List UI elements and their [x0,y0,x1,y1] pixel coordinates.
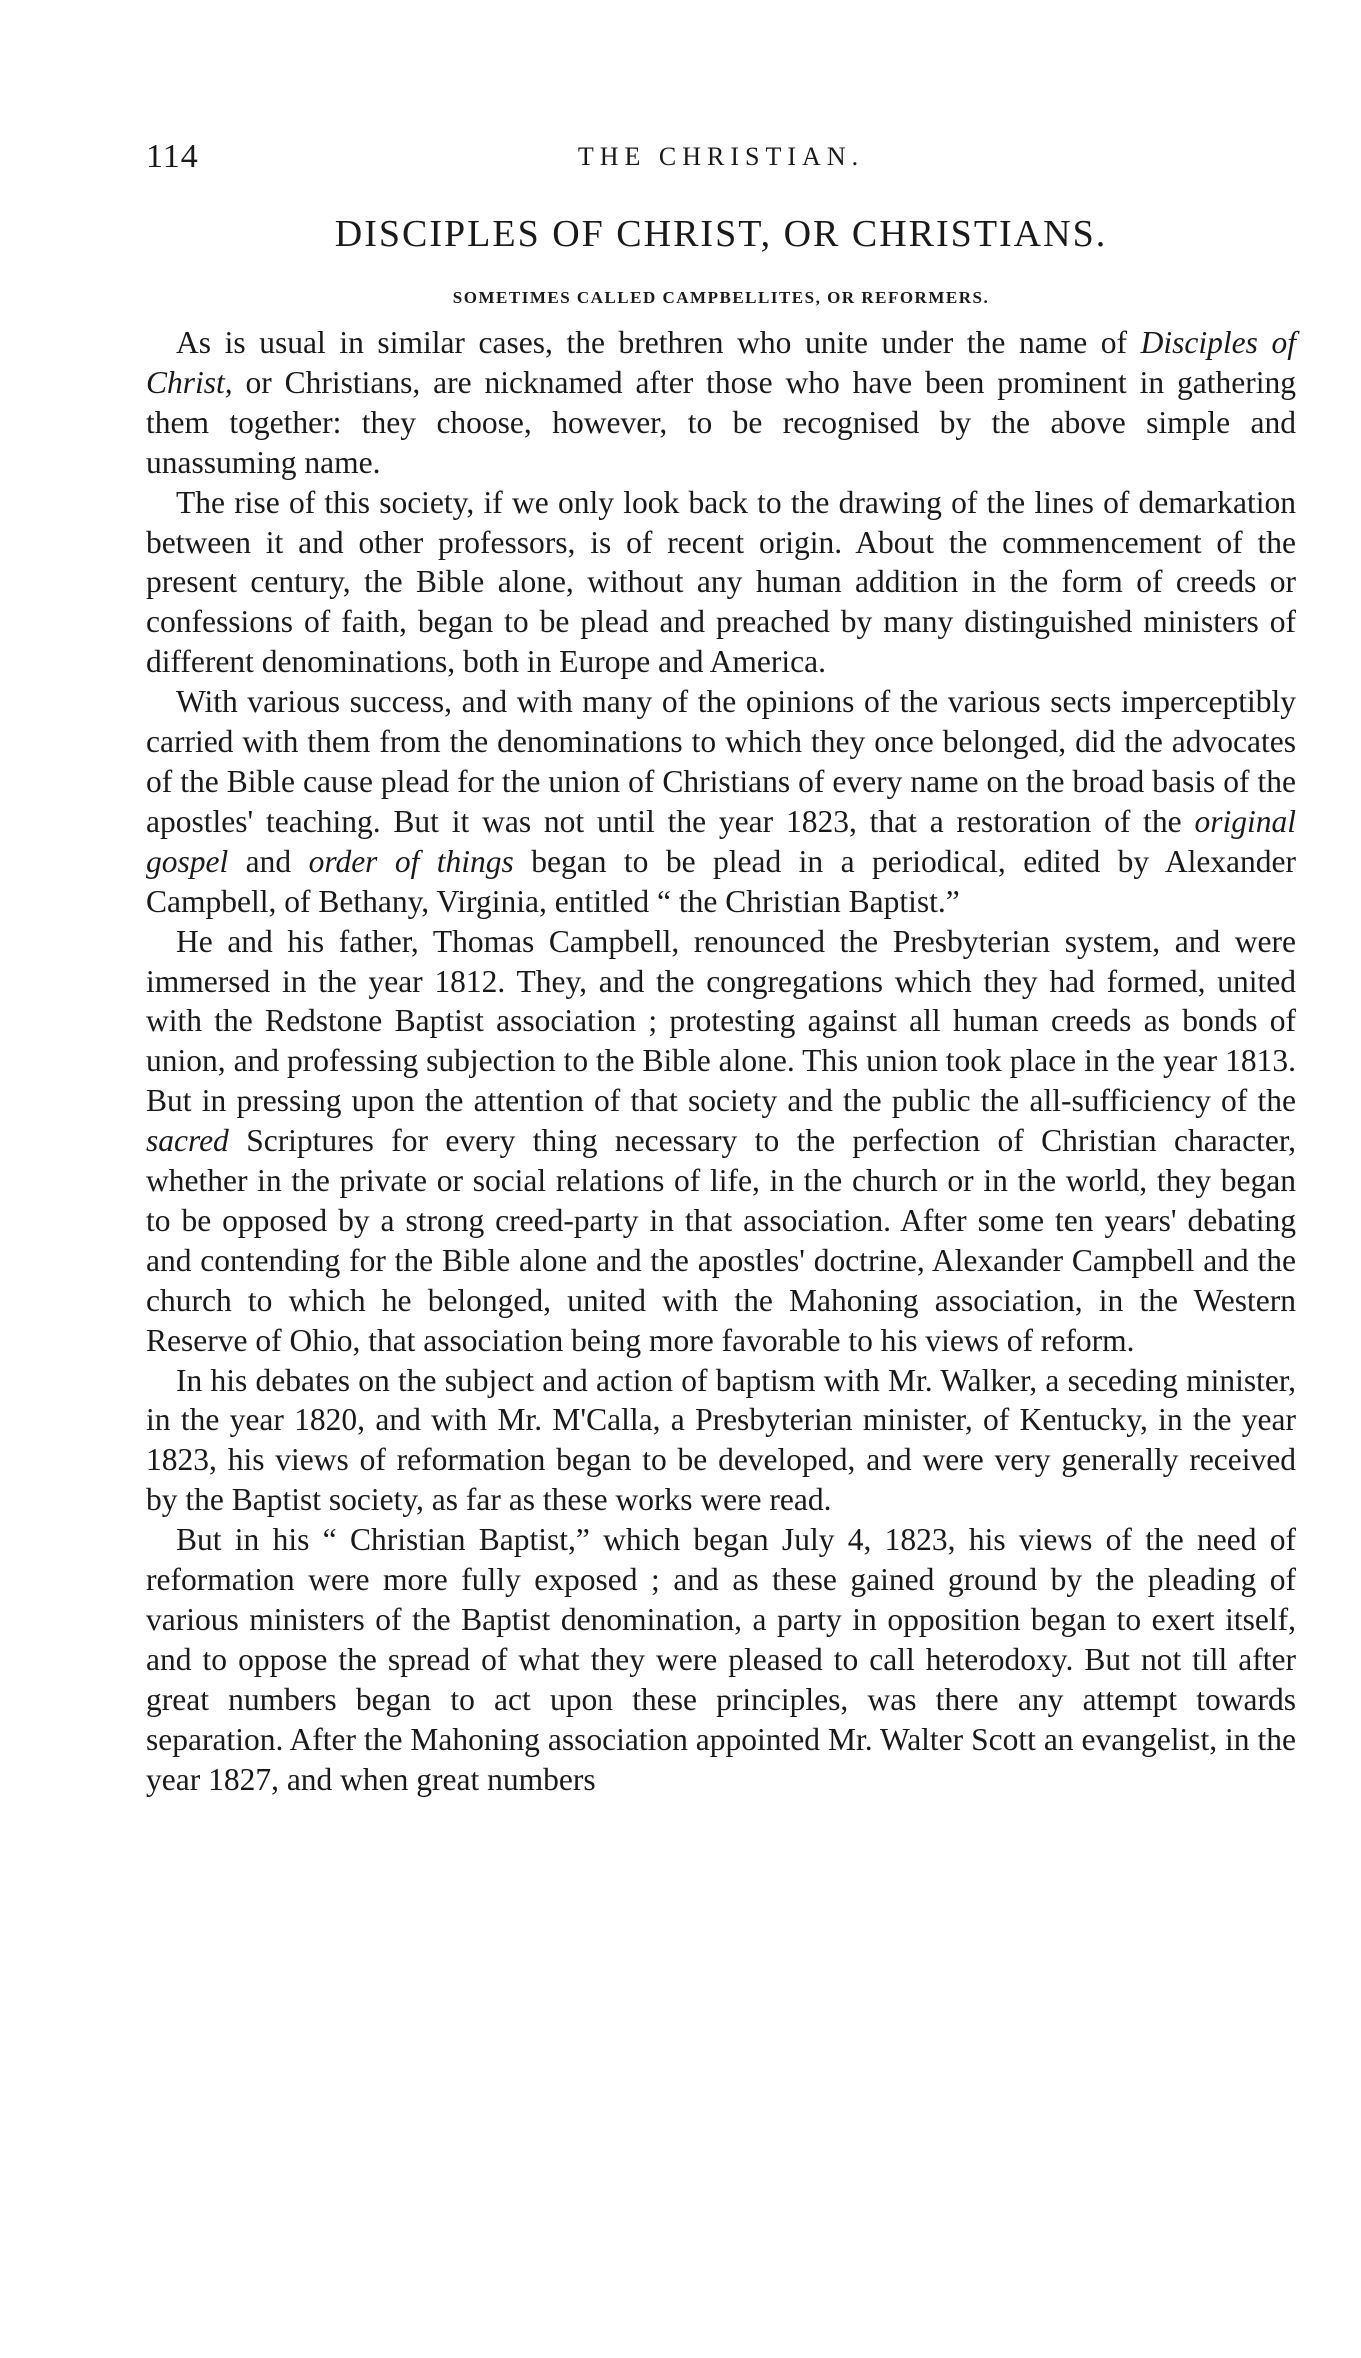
paragraph-2: The rise of this society, if we only look back to the drawing of the lines of demarkation between it and other professors, is of recent origin. About the commencement of the present century, the Bible alone, without any human addition in the form of creeds or confessions of faith, began to be plead and preached by many distinguished ministers of different denominations, both in Europe and America. [146,484,1296,680]
paragraph-3-italic-original-gospel: original gospel [146,803,1296,879]
paragraph-1 [146,323,1296,483]
running-head [146,138,1296,188]
paragraph-1-italic-disciples: Disciples of Christ, [146,325,1296,400]
article-subtitle: SOMETIMES CALLED CAMPBELLITES, OR REFORMERS. [452,288,990,307]
paragraph-3-italic-order-of-things: order of things [308,843,514,879]
article-body [146,323,1296,1800]
paragraph-4 [146,922,1296,1361]
page-number: 114 [146,138,199,175]
paragraph-3-text-c: began to be plead in a periodical, edited by Alexander Campbell, of Bethany, Virginia, entitled “ the Christian Baptist.” [146,843,1297,919]
paragraph-3-text-b: and [228,843,309,879]
paragraph-3 [146,682,1296,921]
paragraph-3-text-a: With various success, and with many of the opinions of the various sects imperceptibly carried with them from the denominations to which they once belonged, did the advocates of the Bible cause plead for the union of Christians of every name on the broad basis of the apostles' teaching. But it was not until the year 1823, that a restoration of the [146,684,1296,839]
running-title: THE CHRISTIAN. [577,142,865,171]
paragraph-1-text-b: or Christians, are nicknamed after those who have been prominent in gathering them together: they choose, however, to be recognised by the above simple and unassuming name. [146,364,1296,480]
paragraph-1-text-a: As is usual in similar cases, the brethren who unite under the name of [176,325,1141,360]
paragraph-5: In his debates on the subject and action of baptism with Mr. Walker, a seceding minister, in the year 1820, and with Mr. M'Calla, a Presbyterian minister, of Kentucky, in the year 1823, his views of reformation began to be developed, and were very generally received by the Baptist society, as far as these works were read. [146,1362,1296,1518]
paragraph-6: But in his “ Christian Baptist,” which began July 4, 1823, his views of the need of reformation were more fully exposed ; and as these gained ground by the pleading of various ministers of the Baptist denomination, a party in opposition began to exert itself, and to oppose the spread of what they were pleased to call heterodoxy. But not till after great numbers began to act upon these principles, was there any attempt towards separation. After the Mahoning association appointed Mr. Walter Scott an evangelist, in the year 1827, and when great numbers [146,1522,1296,1797]
article-title: DISCIPLES OF CHRIST, OR CHRISTIANS. [334,213,1108,255]
paragraph-4-text-a: He and his father, Thomas Campbell, renounced the Presbyterian system, and were immersed in the year 1812. They, and the congregations which they had formed, united with the Redstone Baptist association ; protesting against all human creeds as bonds of union, and professing subjection to the Bible alone. This union took place in the year 1813. But in pressing upon the attention of that society and the public the all-sufficiency of the [146,923,1296,1119]
paragraph-4-italic-sacred: sacred [146,1123,229,1159]
paragraph-4-text-b: Scriptures for every thing necessary to the perfection of Christian character, whether in the private or social relations of life, in the church or in the world, they began to be opposed by a strong creed-party in that association. After some ten years' debating and contending for the Bible alone and the apostles' doctrine, Alexander Campbell and the church to which he belonged, united with the Mahoning association, in the Western Reserve of Ohio, that association being more favorable to his views of reform. [146,1123,1296,1358]
